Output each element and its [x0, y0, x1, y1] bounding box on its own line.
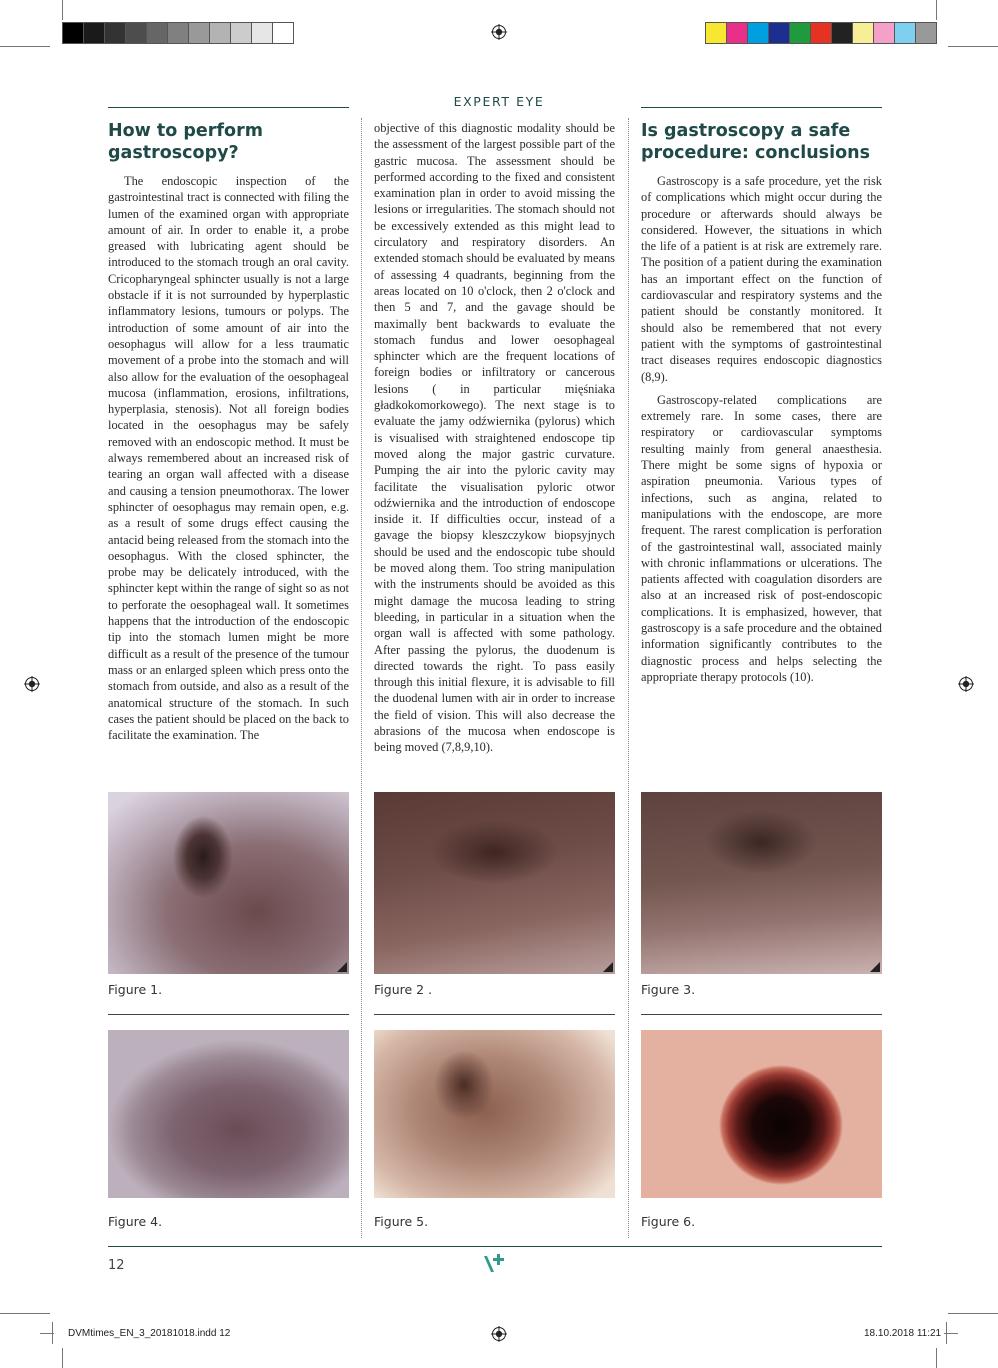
image-corner-mark	[337, 962, 347, 972]
figure-2-caption: Figure 2 .	[374, 982, 433, 997]
figure-6-caption: Figure 6.	[641, 1214, 696, 1229]
caption-rule	[374, 1014, 615, 1015]
crop-mark	[40, 1333, 54, 1334]
control-swatch	[126, 23, 147, 43]
crop-mark	[948, 46, 998, 47]
control-swatch	[147, 23, 168, 43]
control-swatch	[916, 23, 936, 43]
slug-date-time: 18.10.2018 11:21	[864, 1328, 942, 1339]
crop-mark	[944, 1333, 958, 1334]
figure-3-caption: Figure 3.	[641, 982, 696, 997]
middle-column-paragraph: objective of this diagnostic modality should be the assessment of the largest possible part of the gastric mucosa. The assessment should be performed according to the fixed and consistent examination plan in order to avoid missing the lesions or irregularities. The stomach should not be excessively extended as this might lead to circulatory and respiratory disorders. An extended stomach should be evaluated by means of assessing 4 quadrants, beginning from the areas located on 10 o'clock, then 2 o'clock and then 5 and 7, and the gavage should be maximally bent backwards to evaluate the stomach fundus and lower oesophageal sphincter which are the frequent locations of foreign bodies or infiltratory or cancerous lesions ( in particular mięśniaka gładkokomorkowego). The next stage is to evaluate the jamy odźwiernika (pylorus) which is visualised with straightened endoscope tip moved along the major gastric curvature. Pumping the air into the pyloric cavity may facilitate the visualisation pyloric otwor odźwiernika and the introduction of endoscope inside it. If difficulties occur, instead of a gavage the biopsy kleszczykow biopsyjnych should be used and the endoscopic tube should be moved along them. Too string manipulation with the instruments should be avoided as this might damage the mucosa leading to string bleeding, in particular in a situation when the organ wall is affected with some pathology. After passing the pylorus, the duodenum is directed towards the right. To pass easily through this initial flexure, it is advisable to fill the duodenal lumen with air in order to increase the field of vision. This will also decrease the abrasions of the mucosa when endoscope is being moved (7,8,9,10).	[374, 121, 615, 755]
control-swatch	[706, 23, 727, 43]
header-rule-right	[641, 107, 882, 108]
image-corner-mark	[603, 962, 613, 972]
control-swatch	[273, 23, 293, 43]
control-swatch	[252, 23, 273, 43]
control-swatch	[84, 23, 105, 43]
left-column	[108, 120, 349, 743]
registration-mark-icon	[491, 1326, 507, 1342]
crop-mark	[62, 0, 63, 20]
page-number: 12	[108, 1258, 125, 1273]
control-swatch	[853, 23, 874, 43]
control-swatch	[210, 23, 231, 43]
figure-4-image	[108, 1030, 349, 1198]
grayscale-control-bar	[62, 22, 294, 44]
section-header-title: EXPERT EYE	[453, 94, 545, 109]
crop-mark	[936, 0, 937, 20]
figure-5-image	[374, 1030, 615, 1198]
registration-mark-icon	[24, 676, 40, 692]
figure-1-caption: Figure 1.	[108, 982, 163, 997]
crop-mark	[0, 46, 50, 47]
figure-4-caption: Figure 4.	[108, 1214, 163, 1229]
control-swatch	[168, 23, 189, 43]
figure-5-caption: Figure 5.	[374, 1214, 429, 1229]
figure-3-image	[641, 792, 882, 974]
header-rule-left	[108, 107, 349, 108]
color-control-bar	[705, 22, 937, 44]
control-swatch	[895, 23, 916, 43]
caption-rule	[641, 1014, 882, 1015]
middle-column	[374, 120, 615, 756]
right-column	[641, 120, 882, 685]
control-swatch	[231, 23, 252, 43]
control-swatch	[790, 23, 811, 43]
image-corner-mark	[870, 962, 880, 972]
footer-rule	[108, 1246, 882, 1247]
figure-6-image	[641, 1030, 882, 1198]
slug-file-name: DVMtimes_EN_3_20181018.indd 12	[68, 1328, 231, 1339]
right-column-paragraph: Gastroscopy-related complications are extremely rare. In some cases, there are respiratory or cardiovascular symptoms resulting mainly from general anaesthesia. There might be some signs of hypoxia or aspiration pneumonia. Various types of infections, such as angina, related to manipulations with the endoscope, are more frequent. The rarest complication is perforation of the gastrointestinal wall, associated mainly with chronic inflammations or ulcerations. The patients affected with coagulation disorders are also at an increased risk of post-endoscopic complications. It is emphasized, however, that gastroscopy is a safe procedure and the obtained information significantly contributes to the diagnostic process and helps selecting the appropriate therapy protocols (10).	[641, 392, 882, 684]
right-column-paragraph: Gastroscopy is a safe procedure, yet the risk of complications which might occur during the procedure or afterwards should always be considered. However, the situations in which the life of a patient is at risk are extremely rare. The position of a patient during the examination has an important effect on the function of cardiovascular and respiratory systems and the patient should be constantly monitored. It should also be remembered that not every patient with the symptoms of gastrointestinal tract diseases requires endoscopic diagnostics (8,9).	[641, 174, 882, 384]
crop-mark	[936, 1348, 937, 1368]
column-divider	[628, 118, 629, 1238]
control-swatch	[727, 23, 748, 43]
brand-logo-icon	[480, 1252, 508, 1276]
column-divider	[361, 118, 362, 1238]
crop-mark	[948, 1313, 998, 1314]
control-swatch	[874, 23, 895, 43]
crop-mark	[62, 1348, 63, 1368]
control-swatch	[63, 23, 84, 43]
registration-mark-icon	[491, 24, 507, 40]
control-swatch	[811, 23, 832, 43]
control-swatch	[189, 23, 210, 43]
figure-1-image	[108, 792, 349, 974]
control-swatch	[769, 23, 790, 43]
left-column-paragraph: The endoscopic inspection of the gastrointestinal tract is connected with filing the lumen of the examined organ with appropriate amount of air. In order to enable it, a probe greased with lubricating agent should be introduced to the stomach trough an oral cavity. Cricopharyngeal sphincter usually is not a large obstacle if it is not surrounded by hyperplastic inflammatory lesions, tumours or polyps. The introduction of some amount of air into the oesophagus will allow for a less traumatic movement of a probe into the stomach and will also allow for the evaluation of the oesophageal mucosa (inflammation, erosions, infiltrations, hyperplasia, stenosis). Not all foreign bodies located in the oesophagus may be safely removed with an endoscopic method. It must be always remembered about an increased risk of tearing an organ wall affected with a disease and causing a tension pneumothorax. The lower sphincter of oesophagus may remain open, e.g. as a result of some drugs effect causing the antacid being released from the stomach into the oesophagus. With the closed sphincter, the probe may be delicately introduced, with the sphincter kept within the range of sight so as not to perforate the oesophageal wall. It sometimes happens that the introduction of the endoscopic tip into the stomach lumen might be more difficult as a result of the presence of the tumour mass or an enlarged spleen which press onto the stomach from outside, and also as a result of the anatomical structure of the stomach. In such cases the patient should be placed on the back to facilitate the examination. The	[108, 174, 349, 743]
right-column-heading: Is gastroscopy a safe procedure: conclusions	[641, 121, 870, 163]
control-swatch	[105, 23, 126, 43]
control-swatch	[748, 23, 769, 43]
control-swatch	[832, 23, 853, 43]
registration-mark-icon	[958, 676, 974, 692]
figure-2-image	[374, 792, 615, 974]
crop-mark	[0, 1313, 50, 1314]
caption-rule	[108, 1014, 349, 1015]
left-column-heading: How to perform gastroscopy?	[108, 121, 263, 163]
